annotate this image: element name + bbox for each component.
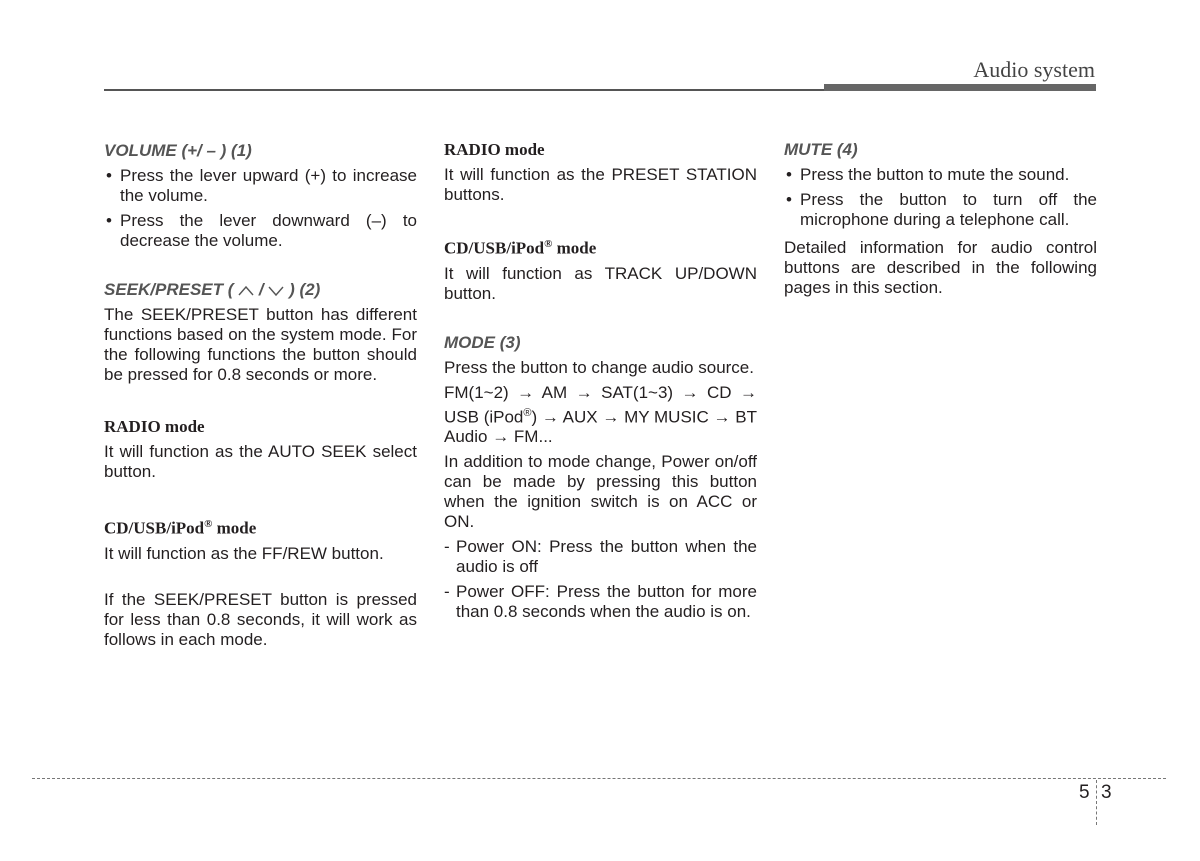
column-1 [104,140,417,650]
section-number: 5 [1079,782,1090,803]
mode-heading: MODE (3) [444,332,521,352]
radio-mode-heading: RADIO mode [444,140,545,159]
list-item: - Power OFF: Press the button for more than 0.8 seconds when the audio is on. [444,582,757,622]
section-title: Audio system [973,57,1095,82]
seek-heading: SEEK/PRESET ( / ) (2) [104,280,321,299]
seek-description: The SEEK/PRESET button has different functions based on the system mode. For the following functions the button should be pressed for 0.8 seconds or more. [104,305,417,384]
power-list [444,537,757,622]
page-number-divider [1096,780,1097,825]
cd-mode-text: It will function as TRACK UP/DOWN button. [444,263,757,303]
volume-heading: VOLUME (+/ – ) (1) [104,141,252,160]
list-item: • Press the button to mute the sound. [786,165,1070,184]
list-item: • Press the button to turn off the microphone during a telephone call. [786,190,1097,229]
mute-list [784,165,1097,230]
cd-mode-heading: CD/USB/iPod® mode [104,518,257,538]
radio-mode-text: It will function as the AUTO SEEK select button. [104,442,417,481]
mode-sequence: FM(1~2) → AM → SAT(1~3) → CD → USB (iPod®) → AUX → MY MUSIC → BT Audio → FM... [444,382,757,447]
radio-mode-text: It will function as the PRESET STATION buttons. [444,165,757,204]
cd-mode-text: It will function as the FF/REW button. [104,543,384,563]
header-rule-accent [824,84,1096,91]
short-press-text: If the SEEK/PRESET button is pressed for less than 0.8 seconds, it will work as follows in each mode. [104,589,417,649]
cd-mode-heading: CD/USB/iPod® mode [444,238,597,258]
chevron-up-icon [238,285,254,297]
volume-list [104,166,417,251]
mode-text: Press the button to change audio source. [444,357,754,377]
list-item: • Press the lever downward (–) to decrease the volume. [106,211,417,250]
column-2 [444,140,757,622]
list-item: • Press the lever upward (+) to increase the volume. [106,166,417,205]
footer-rule [32,778,1166,779]
page-number: 3 [1101,782,1112,803]
list-item: - Power ON: Press the button when the audio is off [444,537,757,577]
column-3 [784,140,1097,298]
power-text: In addition to mode change, Power on/off can be made by pressing this button when the ignition switch is on ACC or ON. [444,452,757,532]
header-rule [104,89,824,91]
detail-text: Detailed information for audio control buttons are described in the following pages in this section. [784,238,1097,297]
mute-heading: MUTE (4) [784,140,858,159]
chevron-down-icon [268,285,284,297]
radio-mode-heading: RADIO mode [104,417,205,436]
